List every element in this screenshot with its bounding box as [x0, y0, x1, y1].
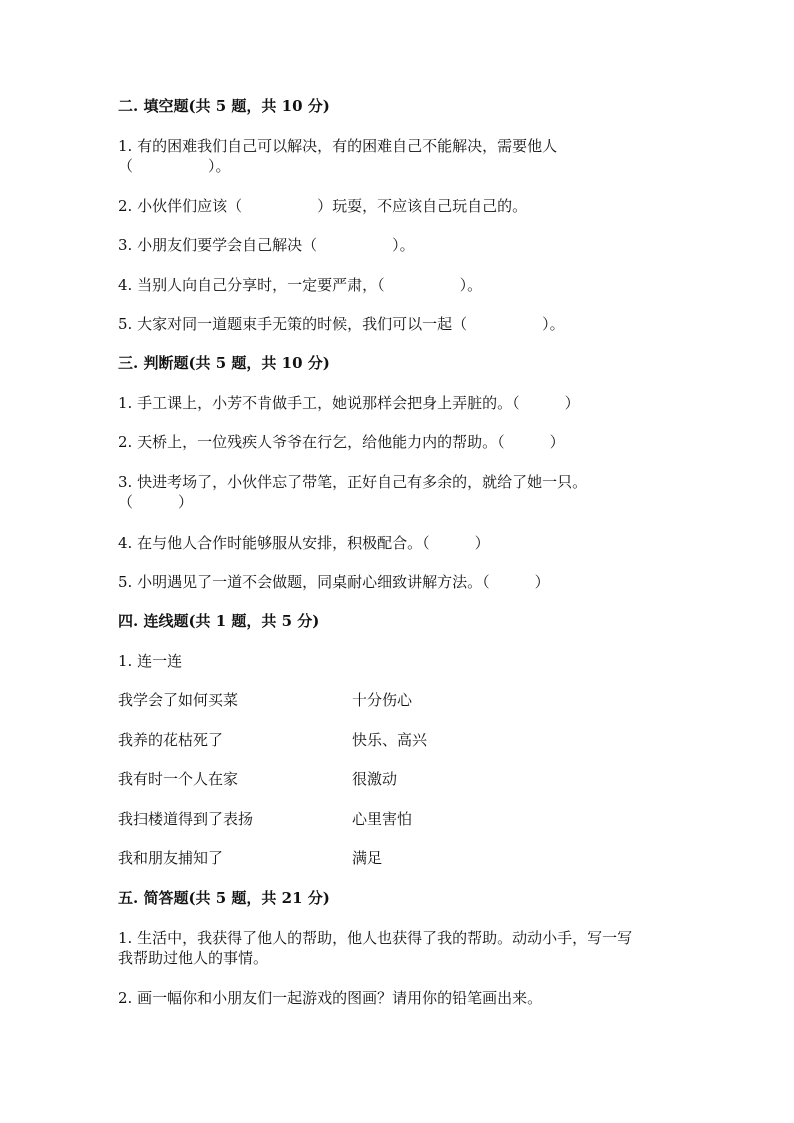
section-title-short-answer: 五. 简答题(共 5 题，共 21 分) [118, 889, 330, 907]
matching-left-item: 我有时一个人在家 [118, 770, 239, 788]
section-title-true-false: 三. 判断题(共 5 题，共 10 分) [118, 354, 330, 372]
true-false-q1: 1. 手工课上，小芳不肯做手工，她说那样会把身上弄脏的。（ ） [118, 394, 580, 412]
matching-left-item: 我学会了如何买菜 [118, 691, 239, 709]
matching-right-item: 心里害怕 [352, 810, 413, 828]
section-title-fill-blank: 二. 填空题(共 5 题，共 10 分) [118, 97, 330, 115]
fill-blank-q2: 2. 小伙伴们应该（ ）玩耍，不应该自己玩自己的。 [118, 197, 528, 215]
short-answer-q1-line1: 1. 生活中，我获得了他人的帮助，他人也获得了我的帮助。动动小手，写一写 [118, 929, 633, 947]
fill-blank-q3: 3. 小朋友们要学会自己解决（ ）。 [118, 236, 415, 254]
matching-right-item: 很激动 [352, 770, 398, 788]
matching-right-item: 满足 [352, 849, 383, 867]
true-false-q5: 5. 小明遇见了一道不会做题，同桌耐心细致讲解方法。（ ） [118, 573, 550, 591]
true-false-q3-line2: （ ） [118, 493, 194, 511]
short-answer-q1-line2: 我帮助过他人的事情。 [118, 949, 269, 967]
fill-blank-q4: 4. 当别人向自己分享时，一定要严肃，（ ）。 [118, 276, 483, 294]
matching-right-item: 十分伤心 [352, 691, 413, 709]
matching-left-item: 我养的花枯死了 [118, 731, 224, 749]
matching-left-item: 我扫楼道得到了表扬 [118, 810, 254, 828]
true-false-q3-line1: 3. 快进考场了，小伙伴忘了带笔，正好自己有多余的，就给了她一只。 [118, 473, 588, 491]
true-false-q4: 4. 在与他人合作时能够服从安排，积极配合。（ ） [118, 534, 490, 552]
matching-prompt: 1. 连一连 [118, 652, 183, 670]
matching-left-item: 我和朋友捕知了 [118, 849, 224, 867]
section-title-matching: 四. 连线题(共 1 题，共 5 分) [118, 612, 320, 630]
true-false-q2: 2. 天桥上，一位残疾人爷爷在行乞，给他能力内的帮助。（ ） [118, 433, 565, 451]
fill-blank-q1-line1: 1. 有的困难我们自己可以解决，有的困难自己不能解决，需要他人 [118, 137, 558, 155]
fill-blank-q5: 5. 大家对同一道题束手无策的时候，我们可以一起（ ）。 [118, 315, 565, 333]
fill-blank-q1-line2: （ ）。 [118, 157, 231, 175]
short-answer-q2: 2. 画一幅你和小朋友们一起游戏的图画？请用你的铅笔画出来。 [118, 989, 543, 1007]
matching-right-item: 快乐、高兴 [352, 731, 428, 749]
